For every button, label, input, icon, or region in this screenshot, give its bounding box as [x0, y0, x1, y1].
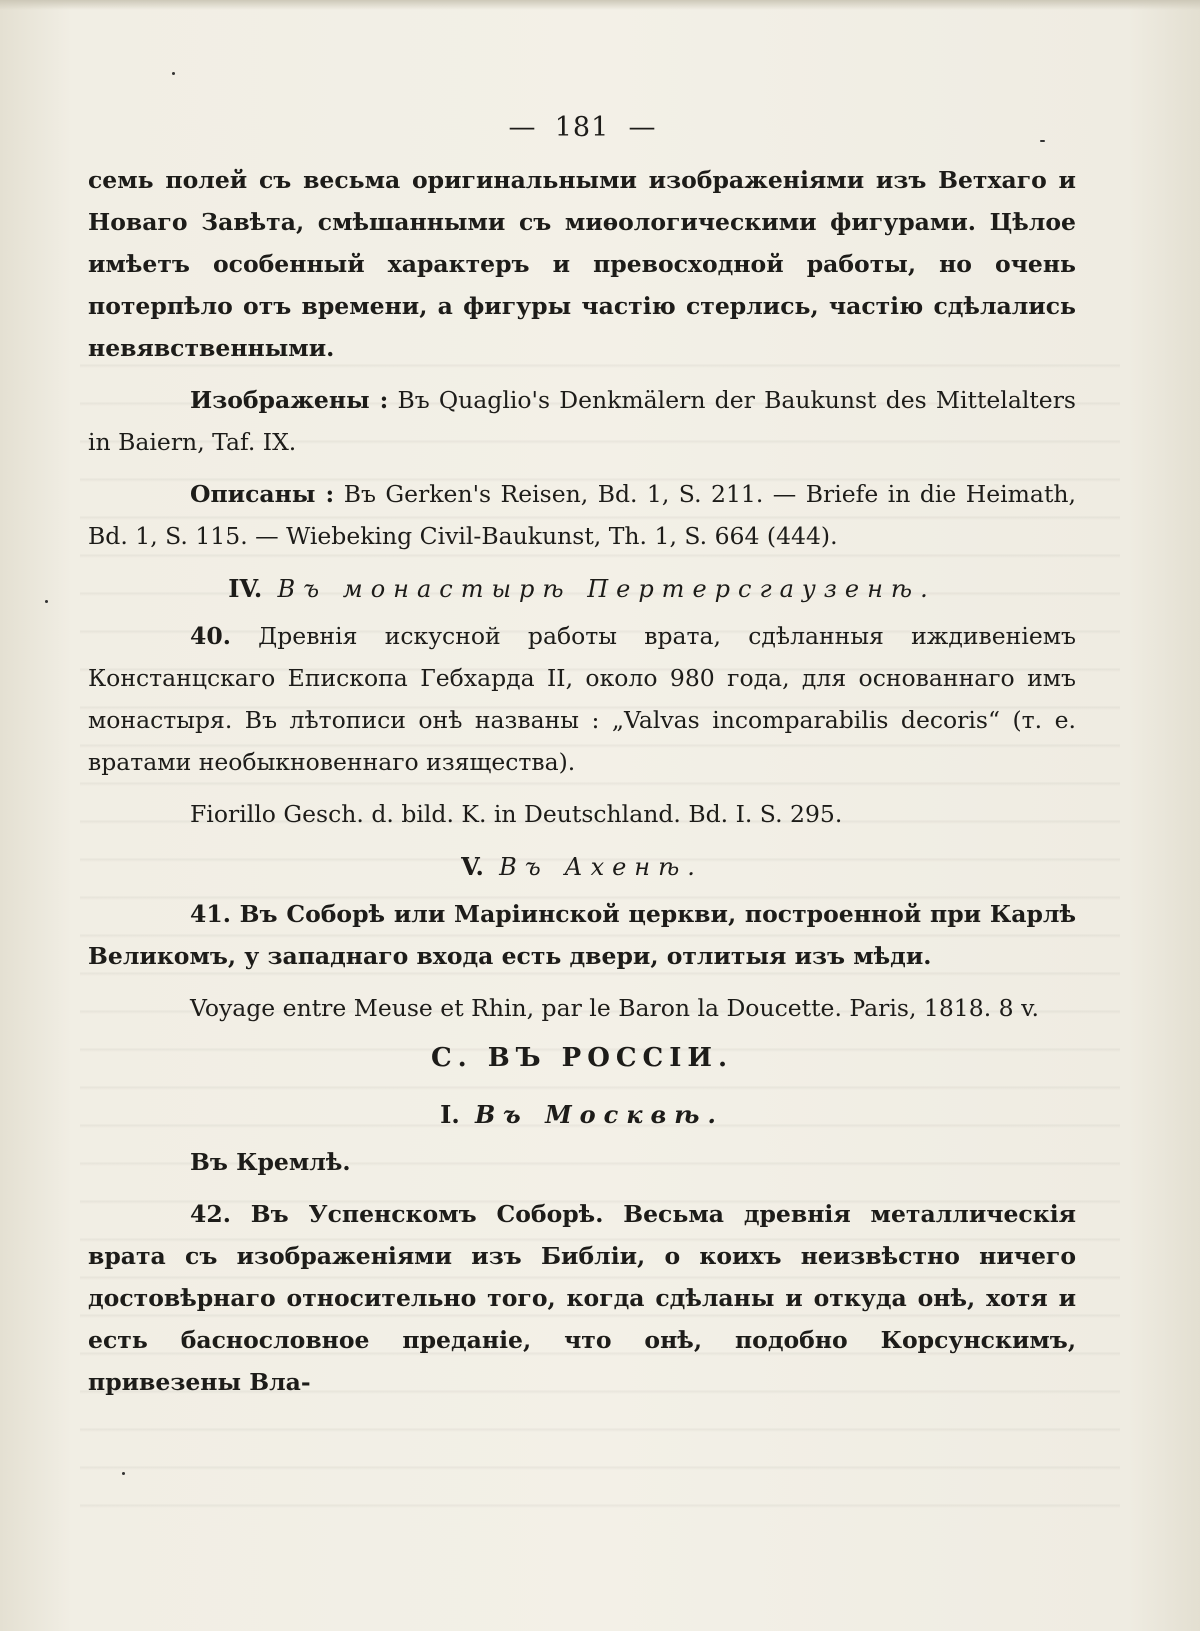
subheading-iv-title: Въ монастырѣ Пертерсгаузенѣ. — [277, 575, 936, 603]
subheading-iv-number: IV. — [228, 574, 263, 603]
entry-41 — [88, 893, 1076, 977]
paragraph-continued: семь полей съ весьма оригинальными изображеніями изъ Ветхаго и Новаго Завѣта, смѣшанными съ миѳологическими фигурами. Цѣлое имѣетъ особенный характеръ и превосходной работы, но очень потерпѣло отъ времени, а фигуры частію стерлись, частію сдѣлались невявственными. — [88, 166, 1076, 362]
entry-41-number: 41. — [190, 900, 231, 928]
page-text — [88, 112, 1076, 1403]
entry-41-text: Въ Соборѣ или Маріинской церкви, построенной при Карлѣ Великомъ, у западнаго входа есть двери, отлитыя изъ мѣди. — [88, 900, 1076, 970]
depicted-text: Въ Quaglio's Denkmälern der Baukunst des Mittelalters in Baiern, Taf. IX. — [88, 386, 1076, 456]
reference-fiorillo: Fiorillo Gesch. d. bild. K. in Deutschland. Bd. I. S. 295. — [190, 800, 843, 828]
subheading-v — [88, 845, 1076, 889]
entry-42-text: Въ Успенскомъ Соборѣ. Весьма древнія металлическія врата съ изображеніями изъ Библіи, о коихъ неизвѣстно ничего достовѣрнаго относительно того, когда сдѣланы и откуда онѣ, хотя и есть баснословное преданіе, что онѣ, подобно Корсунскимъ, привезены Вла- — [88, 1200, 1076, 1396]
subheading-moscow-title: Въ Москвѣ. — [475, 1100, 724, 1129]
reference-voyage: Voyage entre Meuse et Rhin, par le Baron la Doucette. Paris, 1818. 8 v. — [190, 994, 1040, 1022]
page-edge-shadow — [0, 0, 1200, 10]
paragraph-described — [88, 473, 1076, 557]
subheading-iv — [88, 567, 1076, 611]
section-heading-russia: С. ВЪ РОССІИ. — [430, 1043, 734, 1073]
described-label: Описаны : — [190, 480, 335, 508]
subheading-v-number: V. — [461, 852, 484, 881]
paragraph-depicted — [88, 379, 1076, 463]
page-number-line: — 181 — — [508, 112, 656, 143]
depicted-label: Изображены : — [190, 386, 389, 414]
subheading-moscow-number: I. — [440, 1100, 460, 1129]
entry-42 — [88, 1193, 1076, 1403]
page-number: 181 — [554, 112, 610, 143]
entry-40-text: Древнія искусной работы врата, сдѣланныя иждивеніемъ Констанцскаго Епископа Гебхарда II, около 980 года, для основаннаго имъ монастыря. Въ лѣтописи онѣ названы : „Valvas incomparabilis decoris“ (т. е. вратами необыкновеннаго изящества). — [88, 622, 1076, 776]
entry-40-number: 40. — [190, 622, 231, 650]
described-text: Въ Gerken's Reisen, Bd. 1, S. 211. — Briefe in die Heimath, Bd. 1, S. 115. — Wiebeking Civil-Baukunst, Th. 1, S. 664 (444). — [88, 480, 1076, 550]
subheading-v-title: Въ Ахенѣ. — [499, 853, 703, 881]
entry-40 — [88, 615, 1076, 783]
location-kremlin: Въ Кремлѣ. — [190, 1148, 351, 1176]
subheading-moscow — [88, 1093, 1076, 1137]
entry-42-number: 42. — [190, 1200, 231, 1228]
